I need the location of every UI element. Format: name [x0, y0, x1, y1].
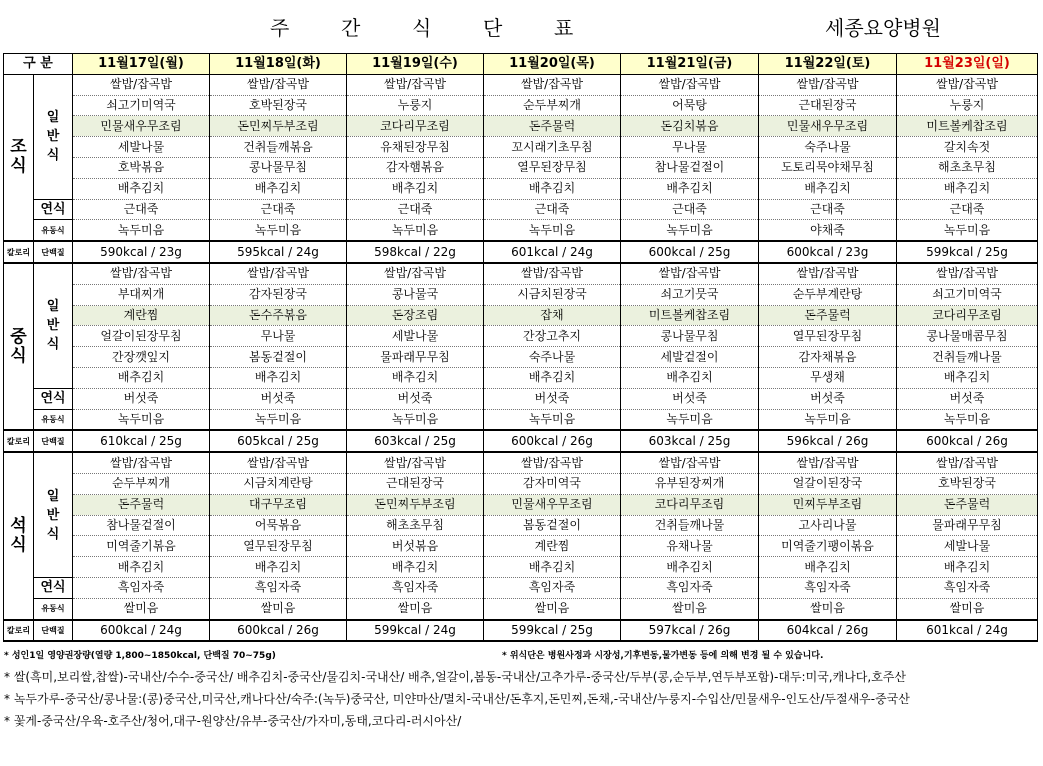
total-cell: 601kcal / 24g [897, 620, 1038, 642]
soft-label: 연식 [34, 388, 73, 409]
menu-cell: 어묵탕 [621, 95, 759, 116]
title-char: 단 [483, 16, 503, 40]
menu-cell: 간장깻잎지 [73, 347, 210, 368]
total-cell: 600kcal / 26g [484, 430, 621, 452]
total-cell: 595kcal / 24g [210, 241, 347, 263]
menu-cell: 쌀미음 [759, 598, 897, 619]
menu-cell: 배추김치 [897, 178, 1038, 199]
menu-cell: 녹두미음 [210, 409, 347, 430]
menu-cell: 쌀밥/잡곡밥 [621, 452, 759, 473]
total-cell: 603kcal / 25g [621, 430, 759, 452]
menu-row [4, 305, 1038, 326]
menu-cell: 도토리묵야채무침 [759, 157, 897, 178]
menu-cell: 쌀밥/잡곡밥 [484, 74, 621, 95]
total-row [4, 620, 1038, 642]
menu-cell: 물파래무무침 [347, 347, 484, 368]
menu-cell: 열무된장무침 [484, 157, 621, 178]
calorie-label: 칼로리 [4, 430, 34, 452]
menu-cell: 고사리나물 [759, 515, 897, 536]
total-cell: 605kcal / 25g [210, 430, 347, 452]
menu-cell: 배추김치 [759, 178, 897, 199]
menu-cell: 배추김치 [210, 557, 347, 578]
menu-cell: 버섯죽 [210, 388, 347, 409]
menu-cell: 근대죽 [347, 199, 484, 220]
day-header: 11월22일(토) [759, 54, 897, 75]
menu-cell: 봄동겉절이 [484, 515, 621, 536]
menu-cell: 미역줄기팽이볶음 [759, 536, 897, 557]
menu-row [4, 95, 1038, 116]
menu-cell: 버섯볶음 [347, 536, 484, 557]
menu-cell: 배추김치 [484, 367, 621, 388]
day-header: 11월19일(수) [347, 54, 484, 75]
menu-cell: 돈민찌두부조림 [347, 494, 484, 515]
general-label-char: 식 [46, 148, 60, 164]
menu-cell: 코다리무조림 [347, 116, 484, 137]
day-header: 11월21일(금) [621, 54, 759, 75]
menu-cell: 어묵볶음 [210, 515, 347, 536]
menu-cell: 건취들깨나물 [897, 347, 1038, 368]
total-row [4, 430, 1038, 452]
menu-row [4, 263, 1038, 284]
general-label [34, 74, 73, 199]
menu-cell: 근대죽 [484, 199, 621, 220]
menu-cell: 녹두미음 [73, 409, 210, 430]
menu-cell: 흑임자죽 [347, 577, 484, 598]
menu-cell: 배추김치 [484, 178, 621, 199]
menu-cell: 돈주물럭 [73, 494, 210, 515]
protein-label: 단백질 [34, 620, 73, 642]
page-title [270, 12, 625, 41]
menu-cell: 코다리무조림 [897, 305, 1038, 326]
menu-cell: 쌀미음 [210, 598, 347, 619]
menu-cell: 배추김치 [621, 557, 759, 578]
day-header: 11월20일(목) [484, 54, 621, 75]
menu-row [4, 137, 1038, 158]
origin-note: * 녹두가루-중국산/콩나물:(콩)중국산,미국산,캐나다산/숙주:(녹두)중국산, 미얀마산/멸치-국내산/돈후지,돈민찌,돈채,-국내산/누룽지-수입산/민물새우-인도산/두절새우-중국산 [4, 692, 910, 706]
total-cell: 599kcal / 24g [347, 620, 484, 642]
general-label-char: 식 [46, 526, 60, 542]
origin-note: * 쌀(흑미,보리쌀,찹쌀)-국내산/수수-중국산/ 배추김치-중국산/물김치-국내산/ 배추,얼갈이,봄동-국내산/고추가루-중국산/두부(콩,순두부,연두부포함)-대두:미국,캐나다,호주산 [4, 670, 906, 684]
menu-cell: 계란찜 [73, 305, 210, 326]
calorie-label: 칼로리 [4, 620, 34, 642]
menu-cell: 콩나물무침 [210, 157, 347, 178]
menu-cell: 녹두미음 [484, 220, 621, 241]
menu-cell: 민물새우무조림 [73, 116, 210, 137]
menu-cell: 건취들깨나물 [621, 515, 759, 536]
lunch-label [4, 263, 34, 430]
menu-cell: 근대죽 [759, 199, 897, 220]
calorie-label: 칼로리 [4, 241, 34, 263]
menu-cell: 참나물겉절이 [621, 157, 759, 178]
menu-cell: 물파래무무침 [897, 515, 1038, 536]
day-header: 11월17일(월) [73, 54, 210, 75]
origin-note: * 꽃게-중국산/우육-호주산/청어,대구-원양산/유부-중국산/가자미,동태,코다리-러시아산/ [4, 714, 462, 728]
liquid-label: 유동식 [34, 220, 73, 241]
menu-row [4, 473, 1038, 494]
menu-cell: 돈장조림 [347, 305, 484, 326]
meal-label-char: 식 [10, 345, 27, 366]
menu-row [4, 536, 1038, 557]
menu-cell: 꼬시래기초무침 [484, 137, 621, 158]
menu-cell: 유부된장찌개 [621, 473, 759, 494]
menu-cell: 배추김치 [73, 367, 210, 388]
menu-cell: 미역줄기볶음 [73, 536, 210, 557]
soft-label: 연식 [34, 577, 73, 598]
menu-cell: 버섯죽 [484, 388, 621, 409]
menu-cell: 쇠고기미역국 [897, 284, 1038, 305]
menu-cell: 근대된장국 [347, 473, 484, 494]
menu-cell: 쌀미음 [347, 598, 484, 619]
menu-cell: 열무된장무침 [759, 326, 897, 347]
total-cell: 601kcal / 24g [484, 241, 621, 263]
menu-cell: 세발겉절이 [621, 347, 759, 368]
menu-cell: 부대찌개 [73, 284, 210, 305]
gubun-header: 구 분 [4, 54, 73, 75]
menu-cell: 민물새우무조림 [484, 494, 621, 515]
menu-cell: 민찌두부조림 [759, 494, 897, 515]
menu-cell: 쌀밥/잡곡밥 [759, 263, 897, 284]
total-cell: 590kcal / 23g [73, 241, 210, 263]
menu-cell: 흑임자죽 [210, 577, 347, 598]
menu-cell: 쌀밥/잡곡밥 [897, 74, 1038, 95]
menu-cell: 돈민찌두부조림 [210, 116, 347, 137]
menu-cell: 순두부찌개 [73, 473, 210, 494]
menu-cell: 녹두미음 [73, 220, 210, 241]
total-cell: 600kcal / 24g [73, 620, 210, 642]
menu-cell: 쌀밥/잡곡밥 [347, 263, 484, 284]
menu-row [4, 557, 1038, 578]
menu-cell: 해초초무침 [347, 515, 484, 536]
menu-cell: 녹두미음 [621, 220, 759, 241]
menu-cell: 쌀미음 [484, 598, 621, 619]
protein-label: 단백질 [34, 430, 73, 452]
menu-cell: 민물새우무조림 [759, 116, 897, 137]
menu-cell: 버섯죽 [347, 388, 484, 409]
menu-cell: 유채나물 [621, 536, 759, 557]
menu-cell: 배추김치 [347, 178, 484, 199]
menu-cell: 녹두미음 [484, 409, 621, 430]
menu-cell: 쌀밥/잡곡밥 [347, 74, 484, 95]
liquid-label: 유동식 [34, 598, 73, 619]
menu-cell: 콩나물무침 [621, 326, 759, 347]
menu-cell: 누룽지 [897, 95, 1038, 116]
soft-row [4, 577, 1038, 598]
general-label-char: 일 [46, 110, 60, 126]
menu-cell: 얼갈이된장국 [759, 473, 897, 494]
menu-cell: 쇠고기미역국 [73, 95, 210, 116]
total-cell: 604kcal / 26g [759, 620, 897, 642]
weekly-menu-table [3, 53, 1038, 642]
general-label-char: 일 [46, 488, 60, 504]
meal-label-char: 식 [10, 534, 27, 555]
menu-cell: 쌀밥/잡곡밥 [759, 452, 897, 473]
menu-cell: 근대죽 [73, 199, 210, 220]
menu-cell: 쌀밥/잡곡밥 [210, 452, 347, 473]
general-label-char: 반 [46, 507, 60, 523]
menu-cell: 돈수주볶음 [210, 305, 347, 326]
menu-cell: 봄동겉절이 [210, 347, 347, 368]
menu-cell: 배추김치 [621, 178, 759, 199]
menu-cell: 배추김치 [210, 178, 347, 199]
menu-cell: 쌀밥/잡곡밥 [210, 74, 347, 95]
menu-cell: 순두부계란탕 [759, 284, 897, 305]
menu-cell: 세발나물 [347, 326, 484, 347]
menu-row [4, 157, 1038, 178]
change-note: * 위식단은 병원사정과 시장성,기후변동,물가변동 등에 의해 변경 될 수 있습니다. [502, 651, 824, 661]
menu-cell: 콩나물매콤무침 [897, 326, 1038, 347]
menu-cell: 흑임자죽 [73, 577, 210, 598]
menu-cell: 흑임자죽 [621, 577, 759, 598]
menu-cell: 녹두미음 [210, 220, 347, 241]
menu-cell: 쌀밥/잡곡밥 [621, 263, 759, 284]
total-cell: 596kcal / 26g [759, 430, 897, 452]
total-cell: 597kcal / 26g [621, 620, 759, 642]
menu-cell: 계란찜 [484, 536, 621, 557]
menu-cell: 흑임자죽 [484, 577, 621, 598]
menu-cell: 녹두미음 [347, 409, 484, 430]
general-label-char: 반 [46, 318, 60, 334]
menu-cell: 근대된장국 [759, 95, 897, 116]
total-cell: 600kcal / 26g [210, 620, 347, 642]
menu-cell: 배추김치 [210, 367, 347, 388]
menu-row [4, 367, 1038, 388]
liquid-label: 유동식 [34, 409, 73, 430]
menu-cell: 대구무조림 [210, 494, 347, 515]
menu-cell: 호박된장국 [897, 473, 1038, 494]
soft-label: 연식 [34, 199, 73, 220]
menu-cell: 콩나물국 [347, 284, 484, 305]
menu-cell: 숙주나물 [759, 137, 897, 158]
menu-cell: 녹두미음 [897, 220, 1038, 241]
menu-cell: 쇠고기뭇국 [621, 284, 759, 305]
menu-row [4, 284, 1038, 305]
header-row [4, 54, 1038, 75]
menu-cell: 무나물 [621, 137, 759, 158]
general-label-char: 반 [46, 129, 60, 145]
meal-label-char: 식 [10, 156, 27, 177]
liquid-row [4, 220, 1038, 241]
menu-cell: 쌀밥/잡곡밥 [73, 263, 210, 284]
menu-cell: 쌀밥/잡곡밥 [897, 452, 1038, 473]
general-label [34, 263, 73, 388]
menu-cell: 감자미역국 [484, 473, 621, 494]
menu-cell: 세발나물 [897, 536, 1038, 557]
menu-cell: 돈김치볶음 [621, 116, 759, 137]
menu-cell: 흑임자죽 [897, 577, 1038, 598]
breakfast-label [4, 74, 34, 241]
menu-cell: 돈주물럭 [484, 116, 621, 137]
title-char: 표 [554, 16, 574, 40]
menu-cell: 쌀밥/잡곡밥 [347, 452, 484, 473]
total-cell: 598kcal / 22g [347, 241, 484, 263]
meal-label-char: 조 [10, 137, 27, 158]
menu-cell: 근대죽 [210, 199, 347, 220]
menu-cell: 야채죽 [759, 220, 897, 241]
menu-cell: 쌀밥/잡곡밥 [73, 74, 210, 95]
menu-cell: 배추김치 [759, 557, 897, 578]
dinner-label [4, 452, 34, 619]
title-char: 주 [270, 16, 290, 40]
liquid-row [4, 598, 1038, 619]
liquid-row [4, 409, 1038, 430]
general-label [34, 452, 73, 577]
menu-row [4, 452, 1038, 473]
soft-row [4, 199, 1038, 220]
menu-row [4, 347, 1038, 368]
menu-cell: 배추김치 [897, 367, 1038, 388]
menu-cell: 쌀밥/잡곡밥 [484, 263, 621, 284]
menu-cell: 해초초무침 [897, 157, 1038, 178]
menu-cell: 호박볶음 [73, 157, 210, 178]
menu-cell: 호박된장국 [210, 95, 347, 116]
menu-cell: 쌀밥/잡곡밥 [73, 452, 210, 473]
menu-cell: 얼갈이된장무침 [73, 326, 210, 347]
menu-cell: 잡채 [484, 305, 621, 326]
day-header: 11월18일(화) [210, 54, 347, 75]
menu-cell: 배추김치 [621, 367, 759, 388]
total-cell: 600kcal / 25g [621, 241, 759, 263]
menu-cell: 순두부찌개 [484, 95, 621, 116]
menu-cell: 쌀미음 [621, 598, 759, 619]
menu-cell: 배추김치 [347, 367, 484, 388]
menu-cell: 돈주물럭 [759, 305, 897, 326]
menu-row [4, 326, 1038, 347]
menu-cell: 감자된장국 [210, 284, 347, 305]
meal-label-char: 중 [10, 326, 27, 347]
menu-row [4, 74, 1038, 95]
total-cell: 610kcal / 25g [73, 430, 210, 452]
menu-cell: 배추김치 [73, 557, 210, 578]
menu-row [4, 515, 1038, 536]
menu-cell: 누룽지 [347, 95, 484, 116]
menu-cell: 갈치속젓 [897, 137, 1038, 158]
menu-cell: 버섯죽 [73, 388, 210, 409]
menu-cell: 근대죽 [621, 199, 759, 220]
menu-cell: 열무된장무침 [210, 536, 347, 557]
menu-cell: 근대죽 [897, 199, 1038, 220]
menu-cell: 미트볼케찹조림 [897, 116, 1038, 137]
menu-cell: 버섯죽 [621, 388, 759, 409]
menu-cell: 배추김치 [347, 557, 484, 578]
title-char: 간 [341, 16, 361, 40]
menu-cell: 배추김치 [73, 178, 210, 199]
menu-cell: 간장고추지 [484, 326, 621, 347]
menu-cell: 돈주물럭 [897, 494, 1038, 515]
title-bar [0, 0, 1043, 52]
nutrition-note: * 성인1일 영양권장량(열량 1,800~1850kcal, 단백질 70~75g) [4, 651, 276, 661]
menu-row [4, 178, 1038, 199]
menu-row [4, 116, 1038, 137]
menu-row [4, 494, 1038, 515]
title-char: 식 [412, 16, 432, 40]
menu-cell: 쌀밥/잡곡밥 [621, 74, 759, 95]
menu-cell: 감자햄볶음 [347, 157, 484, 178]
menu-cell: 코다리무조림 [621, 494, 759, 515]
menu-cell: 버섯죽 [759, 388, 897, 409]
menu-cell: 쌀미음 [897, 598, 1038, 619]
menu-cell: 버섯죽 [897, 388, 1038, 409]
day-header-sunday: 11월23일(일) [897, 54, 1038, 75]
menu-cell: 무생채 [759, 367, 897, 388]
total-cell: 599kcal / 25g [897, 241, 1038, 263]
menu-cell: 쌀밥/잡곡밥 [210, 263, 347, 284]
protein-label: 단백질 [34, 241, 73, 263]
menu-cell: 쌀미음 [73, 598, 210, 619]
menu-cell: 쌀밥/잡곡밥 [484, 452, 621, 473]
menu-cell: 쌀밥/잡곡밥 [897, 263, 1038, 284]
menu-cell: 세발나물 [73, 137, 210, 158]
total-cell: 603kcal / 25g [347, 430, 484, 452]
total-row [4, 241, 1038, 263]
menu-cell: 유채된장무침 [347, 137, 484, 158]
general-label-char: 식 [46, 337, 60, 353]
menu-cell: 숙주나물 [484, 347, 621, 368]
menu-cell: 쌀밥/잡곡밥 [759, 74, 897, 95]
menu-cell: 참나물겉절이 [73, 515, 210, 536]
menu-cell: 녹두미음 [347, 220, 484, 241]
menu-cell: 감자채볶음 [759, 347, 897, 368]
menu-cell: 녹두미음 [759, 409, 897, 430]
menu-cell: 녹두미음 [621, 409, 759, 430]
meal-label-char: 석 [10, 515, 27, 536]
general-label-char: 일 [46, 299, 60, 315]
menu-cell: 무나물 [210, 326, 347, 347]
hospital-name: 세종요양병원 [825, 16, 941, 40]
menu-cell: 배추김치 [897, 557, 1038, 578]
menu-cell: 배추김치 [484, 557, 621, 578]
total-cell: 600kcal / 26g [897, 430, 1038, 452]
menu-cell: 흑임자죽 [759, 577, 897, 598]
total-cell: 599kcal / 25g [484, 620, 621, 642]
soft-row [4, 388, 1038, 409]
total-cell: 600kcal / 23g [759, 241, 897, 263]
menu-cell: 시금치된장국 [484, 284, 621, 305]
menu-cell: 미트볼케찹조림 [621, 305, 759, 326]
menu-cell: 건취들깨볶음 [210, 137, 347, 158]
menu-cell: 녹두미음 [897, 409, 1038, 430]
menu-cell: 시금치계란탕 [210, 473, 347, 494]
